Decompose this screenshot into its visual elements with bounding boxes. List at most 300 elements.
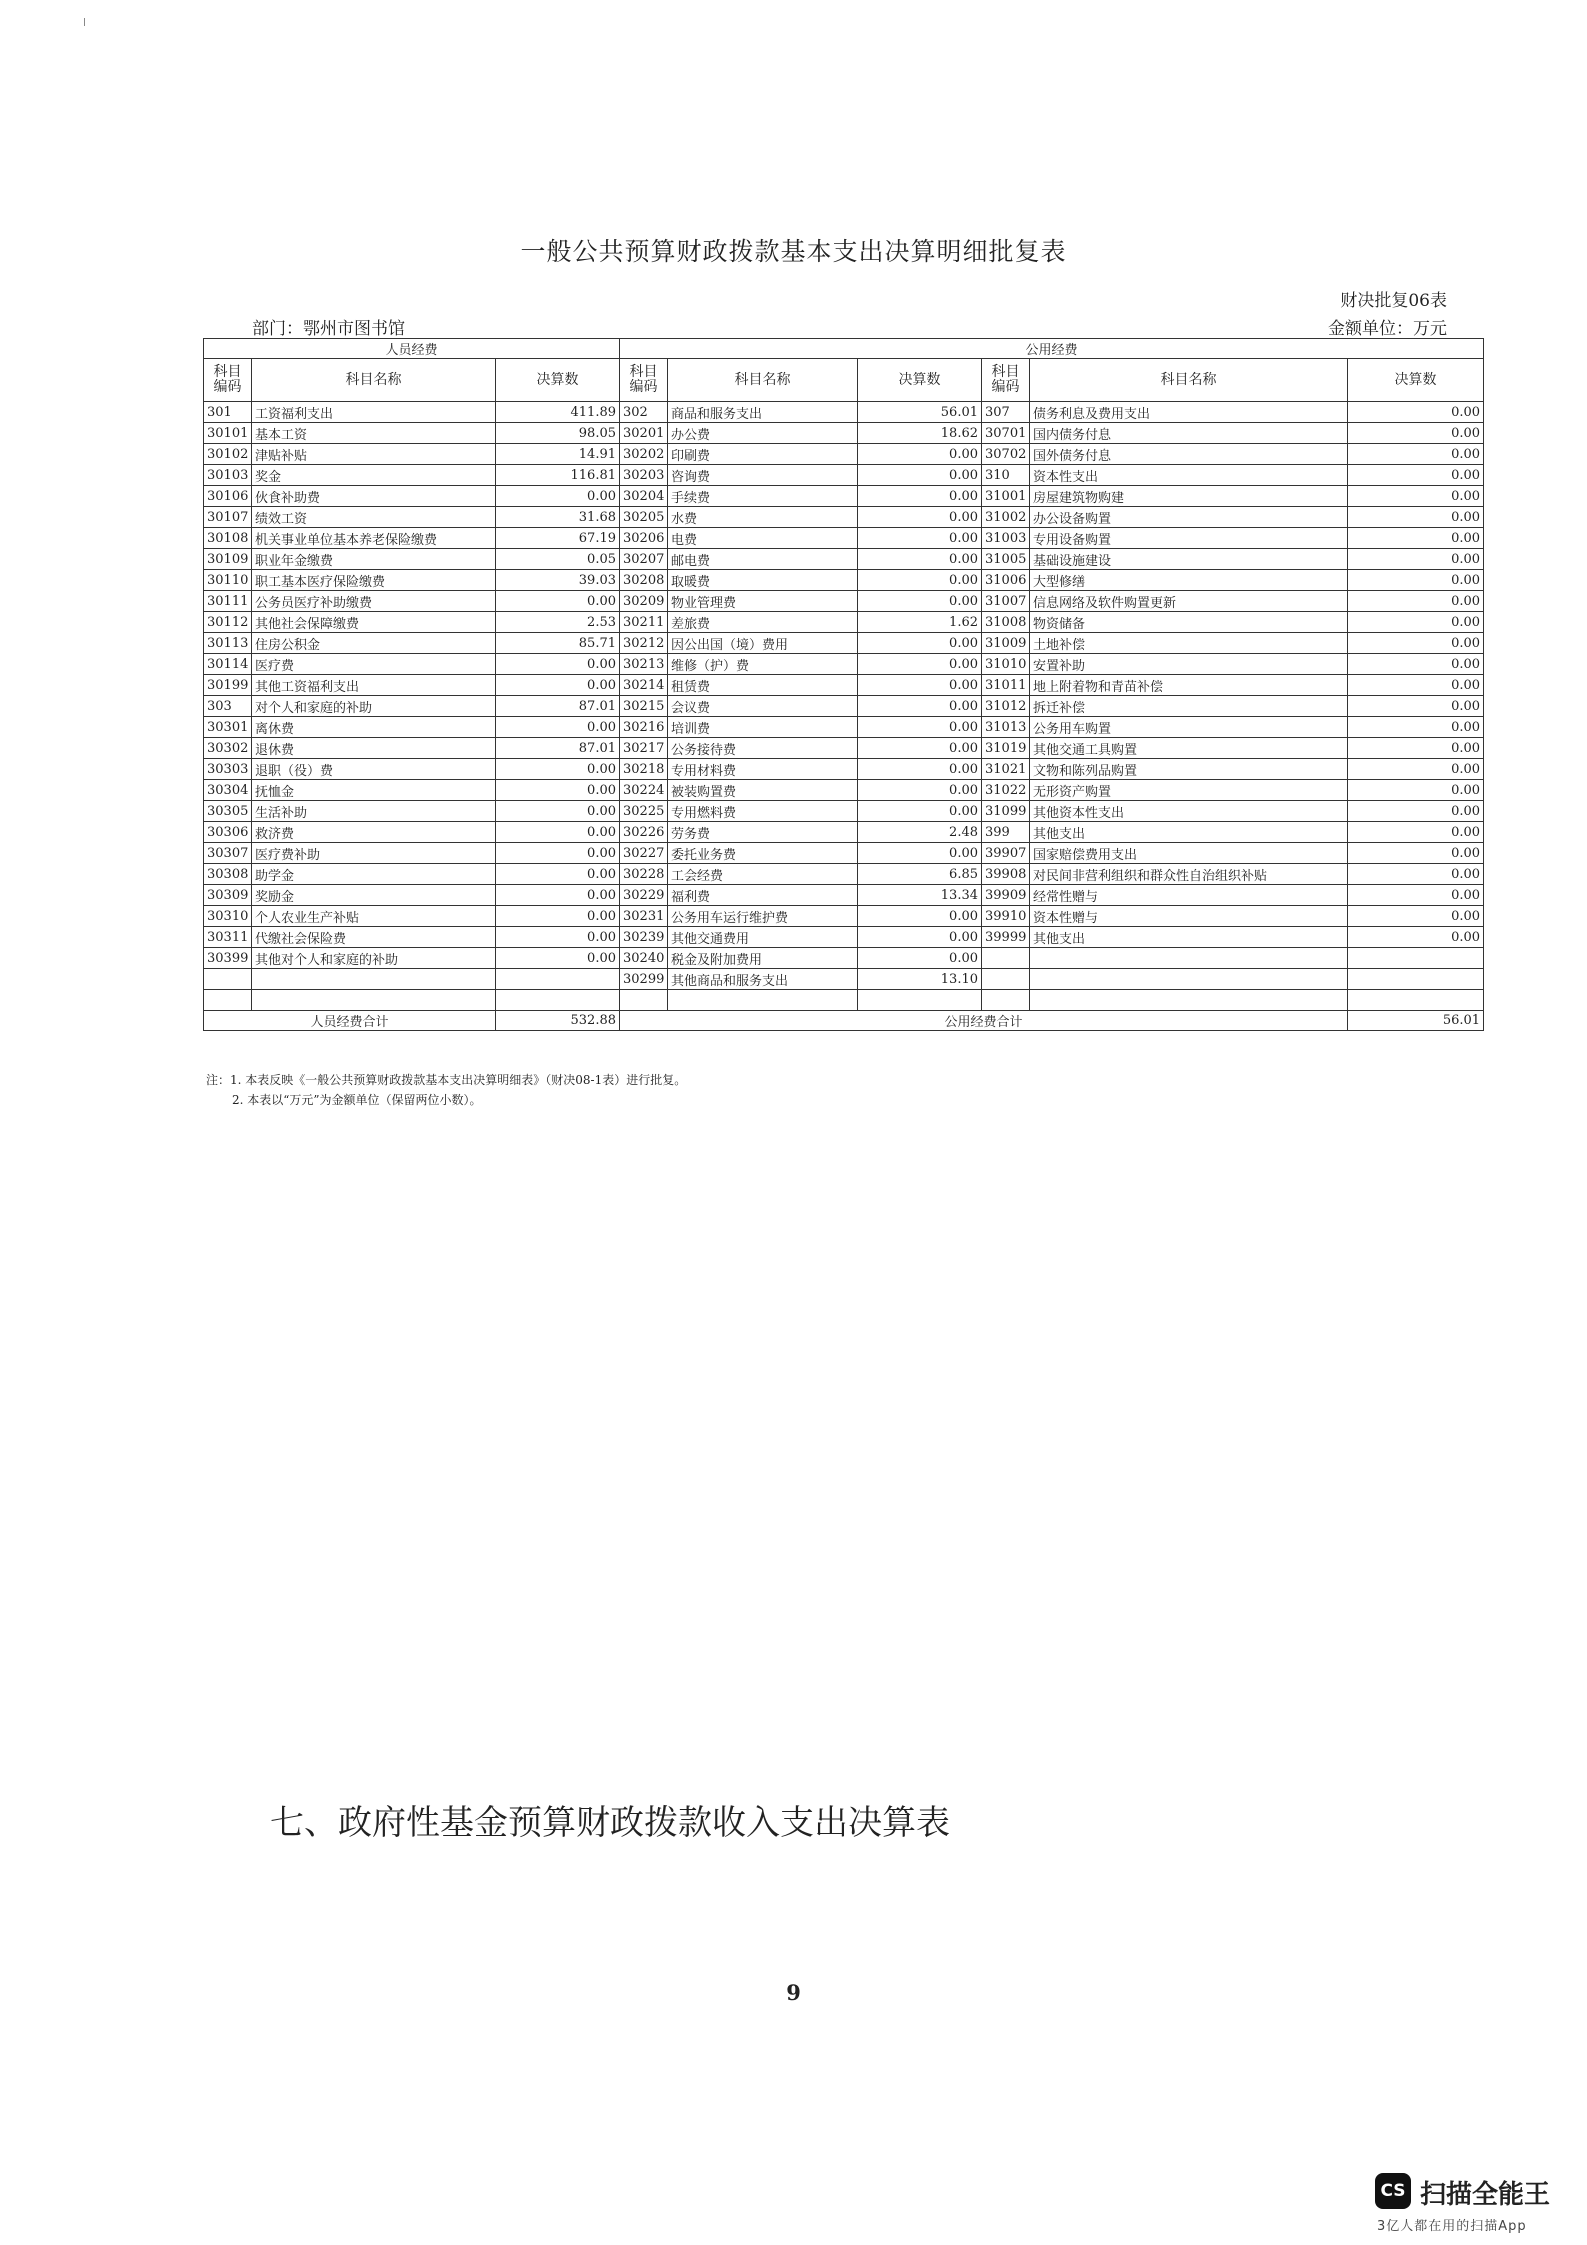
cell-code: 30214	[620, 675, 668, 696]
cell-amount: 0.00	[1348, 402, 1484, 423]
cell-code: 30215	[620, 696, 668, 717]
cell-code: 399	[982, 822, 1030, 843]
form-number: 财决批复06表	[1340, 291, 1447, 311]
cell-amount: 2.48	[858, 822, 982, 843]
cell-code: 30308	[204, 864, 252, 885]
cell-code: 30199	[204, 675, 252, 696]
expenditure-table	[203, 338, 1484, 1031]
amount-unit: 金额单位：万元	[1328, 319, 1447, 339]
cell-code: 30108	[204, 528, 252, 549]
cell-amount: 0.00	[496, 675, 620, 696]
cell-amount: 0.00	[1348, 528, 1484, 549]
cell-name: 医疗费	[252, 654, 496, 675]
cell-code: 30226	[620, 822, 668, 843]
cell-code: 30239	[620, 927, 668, 948]
cell-name: 经常性赠与	[1030, 885, 1348, 906]
cell-amount: 14.91	[496, 444, 620, 465]
cell-code: 31011	[982, 675, 1030, 696]
cell-name: 土地补偿	[1030, 633, 1348, 654]
cell-code: 302	[620, 402, 668, 423]
col-amount-header: 决算数	[496, 359, 620, 402]
cell-name: 对民间非营利组织和群众性自治组织补贴	[1030, 864, 1348, 885]
table-row	[204, 486, 1484, 507]
cell-code: 30201	[620, 423, 668, 444]
table-row	[204, 528, 1484, 549]
cell-name: 津贴补贴	[252, 444, 496, 465]
cell-code: 30209	[620, 591, 668, 612]
cell-code	[620, 990, 668, 1011]
cell-amount: 0.00	[858, 801, 982, 822]
cell-name: 专用燃料费	[668, 801, 858, 822]
cell-amount: 0.00	[496, 654, 620, 675]
cell-name: 其他商品和服务支出	[668, 969, 858, 990]
cell-name: 劳务费	[668, 822, 858, 843]
cell-amount: 0.00	[1348, 864, 1484, 885]
cell-name: 邮电费	[668, 549, 858, 570]
cell-name: 工会经费	[668, 864, 858, 885]
table-row	[204, 549, 1484, 570]
cell-code: 30205	[620, 507, 668, 528]
department-label: 部门：鄂州市图书馆	[252, 319, 405, 339]
cell-name: 办公费	[668, 423, 858, 444]
cell-amount: 0.00	[858, 654, 982, 675]
cell-name: 大型修缮	[1030, 570, 1348, 591]
cell-name: 职业年金缴费	[252, 549, 496, 570]
cell-name: 机关事业单位基本养老保险缴费	[252, 528, 496, 549]
cell-name: 专用设备购置	[1030, 528, 1348, 549]
col-code-header: 科目编码	[204, 359, 252, 402]
cell-name: 因公出国（境）费用	[668, 633, 858, 654]
cell-name: 被装购置费	[668, 780, 858, 801]
cell-amount: 0.00	[858, 591, 982, 612]
cell-name: 奖金	[252, 465, 496, 486]
table-row	[204, 675, 1484, 696]
cell-name: 伙食补助费	[252, 486, 496, 507]
table-row	[204, 465, 1484, 486]
cell-code: 31012	[982, 696, 1030, 717]
cell-amount	[1348, 948, 1484, 969]
cell-code: 30103	[204, 465, 252, 486]
cell-code: 31021	[982, 759, 1030, 780]
cell-name: 信息网络及软件购置更新	[1030, 591, 1348, 612]
public-group-header: 公用经费	[620, 339, 1484, 359]
table-row	[204, 654, 1484, 675]
table-row	[204, 633, 1484, 654]
cell-amount: 0.00	[1348, 507, 1484, 528]
cell-code: 31006	[982, 570, 1030, 591]
cell-name: 其他交通费用	[668, 927, 858, 948]
cell-amount: 0.00	[496, 759, 620, 780]
cell-amount: 85.71	[496, 633, 620, 654]
cell-amount	[858, 990, 982, 1011]
cell-name: 救济费	[252, 822, 496, 843]
cell-amount: 0.00	[496, 717, 620, 738]
cell-code: 39907	[982, 843, 1030, 864]
cell-code: 30399	[204, 948, 252, 969]
cell-name: 资本性赠与	[1030, 906, 1348, 927]
cell-code: 31001	[982, 486, 1030, 507]
cell-code: 30299	[620, 969, 668, 990]
cell-code: 30114	[204, 654, 252, 675]
cell-name: 基础设施建设	[1030, 549, 1348, 570]
cell-name: 委托业务费	[668, 843, 858, 864]
cell-name: 电费	[668, 528, 858, 549]
cell-code: 30301	[204, 717, 252, 738]
cell-code: 31009	[982, 633, 1030, 654]
cell-amount: 0.00	[858, 948, 982, 969]
scanner-watermark	[1375, 2171, 1560, 2233]
camscanner-logo-icon: CS	[1375, 2173, 1411, 2209]
personnel-group-header: 人员经费	[204, 339, 620, 359]
table-row	[204, 759, 1484, 780]
cell-name: 会议费	[668, 696, 858, 717]
cell-code: 30305	[204, 801, 252, 822]
cell-name: 印刷费	[668, 444, 858, 465]
cell-amount: 0.00	[1348, 570, 1484, 591]
cell-code	[982, 948, 1030, 969]
cell-amount: 0.00	[1348, 717, 1484, 738]
cell-name: 物业管理费	[668, 591, 858, 612]
note-line: 注：1. 本表反映《一般公共预算财政拨款基本支出决算明细表》（财决08-1表）进行批复。	[206, 1073, 687, 1087]
cell-amount	[496, 969, 620, 990]
table-row	[204, 885, 1484, 906]
cell-name: 个人农业生产补贴	[252, 906, 496, 927]
cell-amount: 0.00	[1348, 444, 1484, 465]
cell-code: 31007	[982, 591, 1030, 612]
cell-name: 公务员医疗补助缴费	[252, 591, 496, 612]
cell-name: 退职（役）费	[252, 759, 496, 780]
cell-code: 30217	[620, 738, 668, 759]
cell-code: 30227	[620, 843, 668, 864]
table-row	[204, 948, 1484, 969]
personnel-total-label: 人员经费合计	[204, 1011, 496, 1031]
cell-name: 其他社会保障缴费	[252, 612, 496, 633]
cell-amount: 13.34	[858, 885, 982, 906]
cell-name: 公务用车购置	[1030, 717, 1348, 738]
cell-amount: 31.68	[496, 507, 620, 528]
cell-amount: 0.00	[858, 738, 982, 759]
table-row	[204, 402, 1484, 423]
cell-name: 对个人和家庭的补助	[252, 696, 496, 717]
cell-code: 30304	[204, 780, 252, 801]
cell-code: 303	[204, 696, 252, 717]
cell-code	[982, 969, 1030, 990]
cell-amount	[1348, 969, 1484, 990]
cell-code: 30311	[204, 927, 252, 948]
table-notes	[206, 1070, 686, 1110]
cell-name: 国内债务付息	[1030, 423, 1348, 444]
cell-amount: 0.00	[858, 633, 982, 654]
cell-amount: 0.00	[1348, 927, 1484, 948]
cell-amount: 0.00	[1348, 801, 1484, 822]
table-row	[204, 969, 1484, 990]
cell-amount: 0.00	[858, 759, 982, 780]
cell-name: 地上附着物和青苗补偿	[1030, 675, 1348, 696]
cell-amount: 0.00	[858, 507, 982, 528]
cell-name: 房屋建筑物购建	[1030, 486, 1348, 507]
table-row	[204, 444, 1484, 465]
cell-code: 31013	[982, 717, 1030, 738]
cell-code: 30228	[620, 864, 668, 885]
cell-code: 30109	[204, 549, 252, 570]
cell-code: 30110	[204, 570, 252, 591]
cell-amount: 0.00	[1348, 591, 1484, 612]
cell-name: 资本性支出	[1030, 465, 1348, 486]
cell-code: 39909	[982, 885, 1030, 906]
table-row	[204, 780, 1484, 801]
cell-code: 30102	[204, 444, 252, 465]
cell-amount: 0.00	[496, 885, 620, 906]
cell-code: 30229	[620, 885, 668, 906]
cell-amount: 0.00	[858, 570, 982, 591]
table-row	[204, 717, 1484, 738]
cell-name: 工资福利支出	[252, 402, 496, 423]
watermark-slogan: 3亿人都在用的扫描App	[1377, 2219, 1527, 2234]
cell-name	[252, 969, 496, 990]
cell-code: 30106	[204, 486, 252, 507]
cell-code: 30240	[620, 948, 668, 969]
cell-code: 30306	[204, 822, 252, 843]
cell-amount: 0.00	[1348, 759, 1484, 780]
table-row	[204, 696, 1484, 717]
cell-amount: 0.00	[496, 864, 620, 885]
cell-amount: 0.00	[496, 486, 620, 507]
cell-code	[982, 990, 1030, 1011]
cell-amount: 0.00	[1348, 843, 1484, 864]
cell-code: 30701	[982, 423, 1030, 444]
cell-amount: 0.00	[858, 444, 982, 465]
cell-name: 其他支出	[1030, 822, 1348, 843]
cell-code: 30204	[620, 486, 668, 507]
col-code-header: 科目编码	[620, 359, 668, 402]
col-amount-header: 决算数	[858, 359, 982, 402]
cell-amount: 0.00	[1348, 738, 1484, 759]
cell-amount: 56.01	[858, 402, 982, 423]
cell-name	[1030, 990, 1348, 1011]
cell-amount	[1348, 990, 1484, 1011]
cell-amount: 0.00	[1348, 486, 1484, 507]
cell-amount	[496, 990, 620, 1011]
cell-code: 30112	[204, 612, 252, 633]
cell-code	[204, 969, 252, 990]
note-line: 2. 本表以“万元”为金额单位（保留两位小数）。	[232, 1093, 482, 1107]
cell-name	[1030, 948, 1348, 969]
cell-amount: 116.81	[496, 465, 620, 486]
cell-name: 生活补助	[252, 801, 496, 822]
cell-amount: 0.00	[496, 843, 620, 864]
table-row	[204, 801, 1484, 822]
cell-code: 30231	[620, 906, 668, 927]
cell-name: 绩效工资	[252, 507, 496, 528]
cell-code: 30107	[204, 507, 252, 528]
cell-name: 其他对个人和家庭的补助	[252, 948, 496, 969]
cell-name: 其他工资福利支出	[252, 675, 496, 696]
cell-amount: 67.19	[496, 528, 620, 549]
table-row	[204, 507, 1484, 528]
cell-amount: 0.00	[1348, 696, 1484, 717]
cell-name: 债务利息及费用支出	[1030, 402, 1348, 423]
cell-amount: 0.00	[858, 465, 982, 486]
col-name-header: 科目名称	[668, 359, 858, 402]
table-row	[204, 738, 1484, 759]
cell-name: 其他交通工具购置	[1030, 738, 1348, 759]
table-row	[204, 423, 1484, 444]
table-row	[204, 843, 1484, 864]
cell-code: 30212	[620, 633, 668, 654]
cell-name: 退休费	[252, 738, 496, 759]
cell-name: 取暖费	[668, 570, 858, 591]
col-name-header: 科目名称	[252, 359, 496, 402]
cell-amount: 0.00	[1348, 423, 1484, 444]
watermark-name: 扫描全能王	[1420, 2180, 1551, 2210]
cell-amount: 0.00	[496, 906, 620, 927]
cell-amount: 6.85	[858, 864, 982, 885]
cell-amount: 0.00	[1348, 654, 1484, 675]
cell-amount: 0.00	[1348, 633, 1484, 654]
cell-code: 30302	[204, 738, 252, 759]
cell-name	[1030, 969, 1348, 990]
cell-amount: 0.00	[496, 822, 620, 843]
cell-code: 30101	[204, 423, 252, 444]
cell-amount: 0.00	[1348, 549, 1484, 570]
cell-name: 维修（护）费	[668, 654, 858, 675]
cell-code: 30307	[204, 843, 252, 864]
cell-amount: 0.00	[1348, 465, 1484, 486]
cell-name	[252, 990, 496, 1011]
cell-code: 30702	[982, 444, 1030, 465]
cell-code: 31019	[982, 738, 1030, 759]
totals-row	[204, 1011, 1484, 1031]
cell-code: 30303	[204, 759, 252, 780]
cell-name: 拆迁补偿	[1030, 696, 1348, 717]
cell-amount: 98.05	[496, 423, 620, 444]
cell-amount: 0.00	[496, 591, 620, 612]
cell-code: 31010	[982, 654, 1030, 675]
cell-code: 30203	[620, 465, 668, 486]
cell-amount: 87.01	[496, 696, 620, 717]
col-code-header: 科目编码	[982, 359, 1030, 402]
cell-amount: 0.00	[496, 801, 620, 822]
cell-name: 专用材料费	[668, 759, 858, 780]
cell-amount: 18.62	[858, 423, 982, 444]
cell-name: 咨询费	[668, 465, 858, 486]
cell-name: 公务用车运行维护费	[668, 906, 858, 927]
table-row	[204, 927, 1484, 948]
table-row	[204, 612, 1484, 633]
cell-amount: 0.05	[496, 549, 620, 570]
cell-amount: 0.00	[858, 717, 982, 738]
cell-code: 39999	[982, 927, 1030, 948]
public-total-value: 56.01	[1348, 1011, 1484, 1031]
cell-name: 代缴社会保险费	[252, 927, 496, 948]
cell-name	[668, 990, 858, 1011]
cell-amount: 0.00	[1348, 822, 1484, 843]
col-amount-header: 决算数	[1348, 359, 1484, 402]
cell-code: 30111	[204, 591, 252, 612]
cell-name: 物资储备	[1030, 612, 1348, 633]
cell-amount: 13.10	[858, 969, 982, 990]
cell-name: 文物和陈列品购置	[1030, 759, 1348, 780]
scan-mark	[84, 18, 85, 26]
cell-name: 职工基本医疗保险缴费	[252, 570, 496, 591]
cell-code: 30224	[620, 780, 668, 801]
cell-amount: 0.00	[496, 948, 620, 969]
cell-name: 手续费	[668, 486, 858, 507]
cell-code: 30202	[620, 444, 668, 465]
cell-code: 31005	[982, 549, 1030, 570]
cell-name: 福利费	[668, 885, 858, 906]
cell-code: 307	[982, 402, 1030, 423]
cell-code: 31003	[982, 528, 1030, 549]
cell-amount: 0.00	[858, 843, 982, 864]
cell-name: 基本工资	[252, 423, 496, 444]
cell-amount: 0.00	[496, 927, 620, 948]
cell-amount: 0.00	[1348, 612, 1484, 633]
cell-amount: 87.01	[496, 738, 620, 759]
cell-name: 公务接待费	[668, 738, 858, 759]
cell-code	[204, 990, 252, 1011]
cell-amount: 0.00	[858, 906, 982, 927]
table-row	[204, 570, 1484, 591]
cell-amount: 0.00	[858, 486, 982, 507]
cell-code: 30218	[620, 759, 668, 780]
cell-code: 30211	[620, 612, 668, 633]
cell-name: 培训费	[668, 717, 858, 738]
cell-name: 水费	[668, 507, 858, 528]
cell-name: 国外债务付息	[1030, 444, 1348, 465]
cell-amount: 411.89	[496, 402, 620, 423]
cell-name: 国家赔偿费用支出	[1030, 843, 1348, 864]
cell-amount: 0.00	[858, 528, 982, 549]
cell-name: 其他支出	[1030, 927, 1348, 948]
cell-code: 30208	[620, 570, 668, 591]
cell-code: 310	[982, 465, 1030, 486]
cell-code: 30216	[620, 717, 668, 738]
cell-amount: 0.00	[858, 780, 982, 801]
table-row	[204, 822, 1484, 843]
cell-name: 住房公积金	[252, 633, 496, 654]
table-row	[204, 591, 1484, 612]
cell-name: 抚恤金	[252, 780, 496, 801]
cell-code: 39910	[982, 906, 1030, 927]
cell-name: 办公设备购置	[1030, 507, 1348, 528]
cell-code: 31002	[982, 507, 1030, 528]
cell-code: 31008	[982, 612, 1030, 633]
cell-amount: 0.00	[1348, 906, 1484, 927]
cell-name: 其他资本性支出	[1030, 801, 1348, 822]
public-total-label: 公用经费合计	[620, 1011, 1348, 1031]
section-heading: 七、政府性基金预算财政拨款收入支出决算表	[270, 1803, 950, 1843]
page-number: 9	[786, 1980, 801, 2005]
cell-name: 税金及附加费用	[668, 948, 858, 969]
cell-code: 301	[204, 402, 252, 423]
cell-amount: 2.53	[496, 612, 620, 633]
cell-code: 30113	[204, 633, 252, 654]
cell-amount: 0.00	[858, 696, 982, 717]
cell-code: 31022	[982, 780, 1030, 801]
cell-amount: 0.00	[1348, 885, 1484, 906]
table-row	[204, 990, 1484, 1011]
cell-amount: 0.00	[858, 675, 982, 696]
cell-name: 离休费	[252, 717, 496, 738]
cell-name: 安置补助	[1030, 654, 1348, 675]
cell-name: 奖励金	[252, 885, 496, 906]
cell-name: 无形资产购置	[1030, 780, 1348, 801]
cell-code: 30310	[204, 906, 252, 927]
cell-amount: 0.00	[858, 549, 982, 570]
table-row	[204, 864, 1484, 885]
cell-code: 31099	[982, 801, 1030, 822]
